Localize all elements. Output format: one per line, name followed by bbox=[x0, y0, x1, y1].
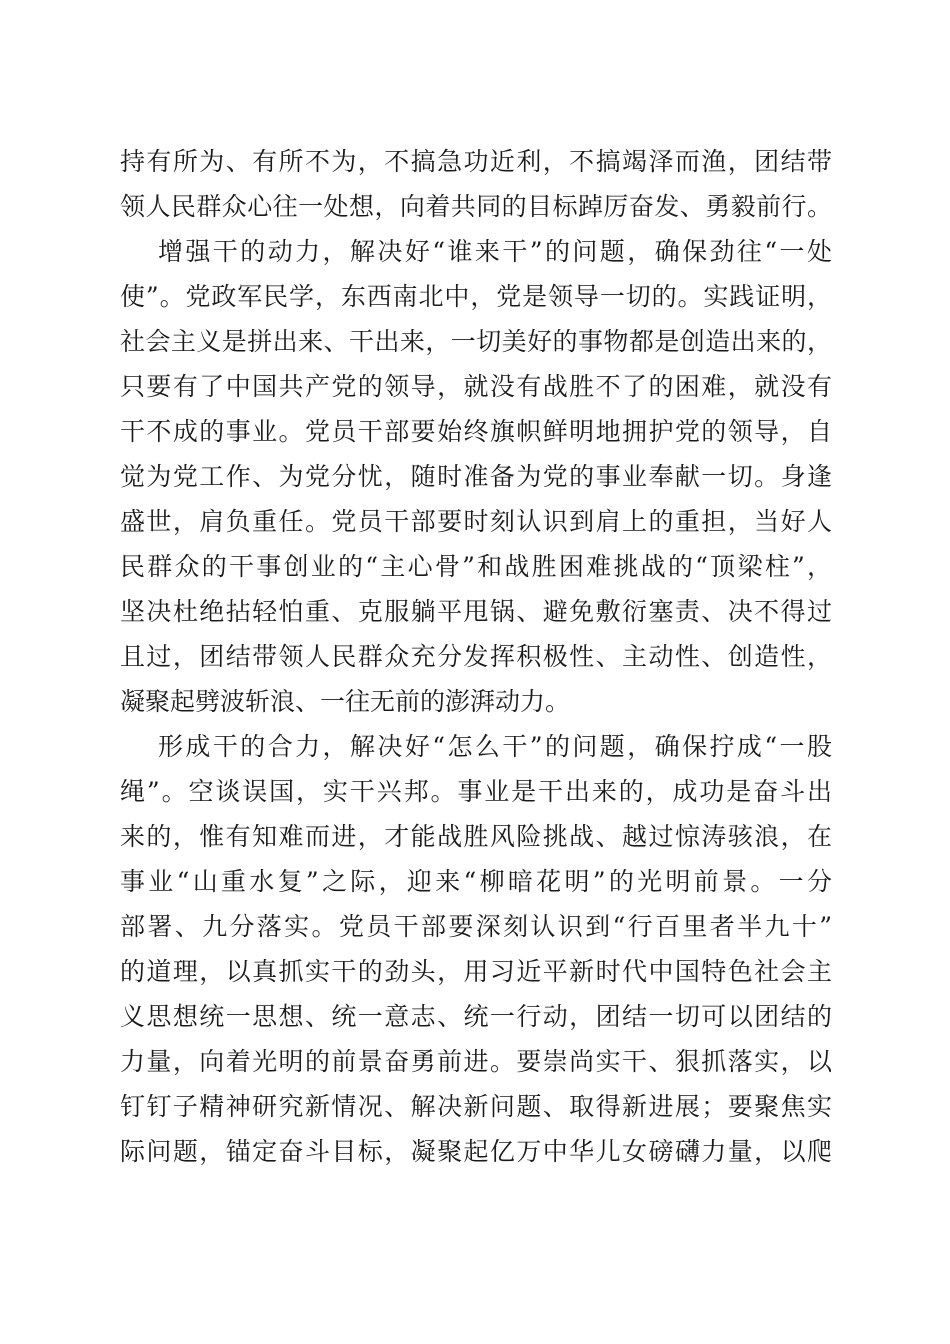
text-line: 部署、九分落实。党员干部要深刻认识到“行百里者半九十” bbox=[120, 912, 832, 941]
text-line: 领人民群众心往一处想，向着共同的目标踔厉奋发、勇毅前行。 bbox=[120, 192, 832, 221]
text-line: 社会主义是拼出来、干出来，一切美好的事物都是创造出来的， bbox=[120, 327, 832, 356]
text-line: 绳”。空谈误国，实干兴邦。事业是干出来的，成功是奋斗出 bbox=[120, 777, 832, 806]
text-line: 力量，向着光明的前景奋勇前进。要崇尚实干、狠抓落实，以 bbox=[120, 1047, 832, 1076]
text-line: 坚决杜绝拈轻怕重、克服躺平甩锅、避免敷衍塞责、决不得过 bbox=[120, 597, 832, 626]
text-line: 钉钉子精神研究新情况、解决新问题、取得新进展；要聚焦实 bbox=[120, 1092, 832, 1121]
text-line: 盛世，肩负重任。党员干部要时刻认识到肩上的重担，当好人 bbox=[120, 507, 832, 536]
text-line: 觉为党工作、为党分忧，随时准备为党的事业奉献一切。身逢 bbox=[120, 462, 832, 491]
text-line: 使”。党政军民学，东西南北中，党是领导一切的。实践证明， bbox=[120, 282, 832, 311]
text-line: 来的，惟有知难而进，才能战胜风险挑战、越过惊涛骇浪，在 bbox=[120, 822, 832, 851]
paragraph-last-line: 凝聚起劈波斩浪、一往无前的澎湃动力。 bbox=[120, 687, 571, 716]
text-line: 事业“山重水复”之际，迎来“柳暗花明”的光明前景。一分 bbox=[120, 867, 832, 896]
paragraph-first-line: 增强干的动力，解决好“谁来干”的问题，确保劲往“一处 bbox=[158, 237, 832, 266]
text-line: 际问题，锚定奋斗目标，凝聚起亿万中华儿女磅礴力量，以爬 bbox=[120, 1137, 832, 1166]
text-line: 的道理，以真抓实干的劲头，用习近平新时代中国特色社会主 bbox=[120, 957, 832, 986]
text-line: 只要有了中国共产党的领导，就没有战胜不了的困难，就没有 bbox=[120, 372, 832, 401]
text-line: 干不成的事业。党员干部要始终旗帜鲜明地拥护党的领导，自 bbox=[120, 417, 832, 446]
text-line: 民群众的干事创业的“主心骨”和战胜困难挑战的“顶梁柱”， bbox=[120, 552, 832, 581]
paragraph-first-line: 形成干的合力，解决好“怎么干”的问题，确保拧成“一股 bbox=[158, 732, 832, 761]
text-line: 且过，团结带领人民群众充分发挥积极性、主动性、创造性， bbox=[120, 642, 832, 671]
text-line: 持有所为、有所不为，不搞急功近利，不搞竭泽而渔，团结带 bbox=[120, 147, 832, 176]
text-line: 义思想统一思想、统一意志、统一行动，团结一切可以团结的 bbox=[120, 1002, 832, 1031]
